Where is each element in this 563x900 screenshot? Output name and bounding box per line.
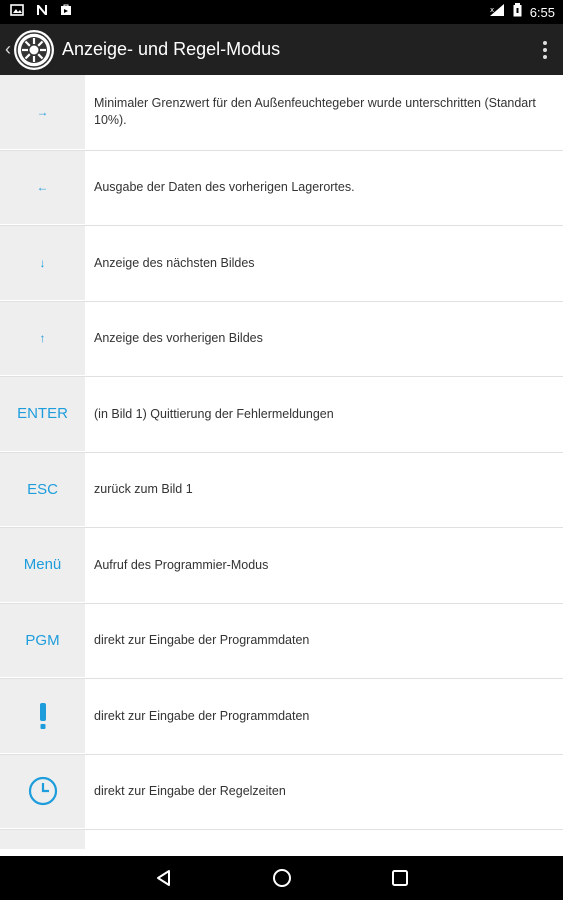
list-item [0,604,563,680]
page-title: Anzeige- und Regel-Modus [62,39,281,59]
key-label: ↑ [0,302,85,377]
key-label: → [0,75,85,150]
nav-home-button[interactable] [262,858,302,898]
key-description: Aufruf des Programmier-Modus [85,528,563,603]
key-description: direkt zur Eingabe der Programmdaten [85,679,563,754]
key-description: Anzeige des vorherigen Bildes [85,302,563,377]
key-description-partial [85,830,563,850]
list-item [0,679,563,755]
key-list [0,75,563,856]
nav-recents-button[interactable] [380,858,420,898]
status-time: 6:55 [529,4,555,20]
app-logo-icon[interactable] [14,30,54,70]
overflow-menu-button[interactable] [527,24,563,75]
n-notification-icon [36,3,48,21]
key-description: Anzeige des nächsten Bildes [85,226,563,301]
photo-notification-icon [10,3,24,21]
key-description: zurück zum Bild 1 [85,453,563,528]
key-label: PGM [0,604,85,679]
signal-icon [489,3,505,22]
list-item [0,226,563,302]
exclamation-icon [0,679,85,754]
navigation-bar [0,856,563,900]
list-item [0,377,563,453]
action-bar [0,24,563,75]
list-item [0,528,563,604]
nav-back-button[interactable] [144,858,184,898]
key-description: (in Bild 1) Quittierung der Fehlermeldungen [85,377,563,452]
status-bar [0,0,563,24]
key-label-partial [0,830,85,850]
list-item [0,151,563,227]
list-item [0,755,563,831]
home-circle-icon [272,868,292,888]
store-notification-icon [60,3,72,21]
battery-icon [513,3,522,22]
list-item [0,302,563,378]
list-item [0,453,563,529]
key-label: ← [0,151,85,226]
list-item-partial [0,830,563,850]
clock-icon [0,755,85,830]
key-label: ↓ [0,226,85,301]
key-label: ESC [0,453,85,528]
status-icons-right [489,3,563,22]
key-description: direkt zur Eingabe der Programmdaten [85,604,563,679]
key-description: Minimaler Grenzwert für den Außenfeuchtegeber wurde unterschritten (Standart 10%). [85,75,563,150]
more-vert-icon [543,41,547,59]
list-item [0,75,563,151]
back-triangle-icon [155,869,173,887]
back-chevron-icon[interactable]: ‹ [5,39,11,59]
svg-text:x: x [489,5,494,14]
key-description: Ausgabe der Daten des vorherigen Lagerortes. [85,151,563,226]
status-icons-left [0,3,72,21]
key-label: Menü [0,528,85,603]
recents-square-icon [391,869,409,887]
key-label: ENTER [0,377,85,452]
key-description: direkt zur Eingabe der Regelzeiten [85,755,563,830]
